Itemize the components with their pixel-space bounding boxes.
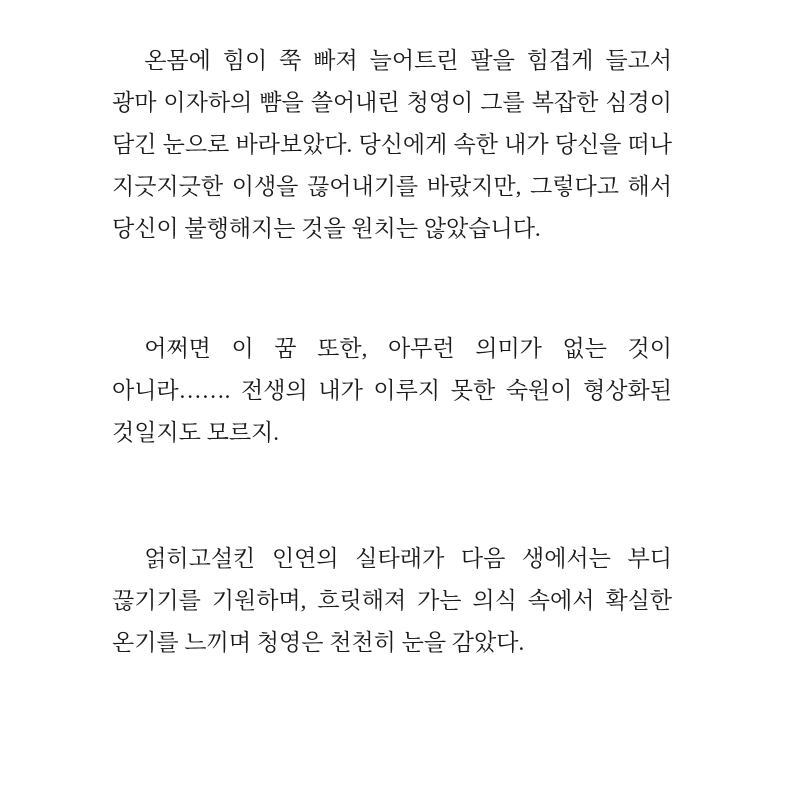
paragraph-2: 어쩌면 이 꿈 또한, 아무런 의미가 없는 것이 아니라……. 전생의 내가 이루지 못한 숙원이 형상화된 것일지도 모르지. xyxy=(112,336,672,445)
paragraph-3: 얽히고설킨 인연의 실타래가 다음 생에서는 부디 끊기기를 기원하며, 흐릿해져 가는 의식 속에서 확실한 온기를 느끼며 청영은 천천히 눈을 감았다. xyxy=(112,546,672,655)
paragraph-1: 온몸에 힘이 쭉 빠져 늘어트린 팔을 힘겹게 들고서 광마 이자하의 뺨을 쓸어내린 청영이 그를 복잡한 심경이 담긴 눈으로 바라보았다. 당신에게 속한 내가 당신을 떠나 지긋지긋한 이생을 끊어내기를 바랐지만, 그렇다고 해서 당신이 불행해지는 것을 원치는 않았습니다. xyxy=(112,48,672,241)
